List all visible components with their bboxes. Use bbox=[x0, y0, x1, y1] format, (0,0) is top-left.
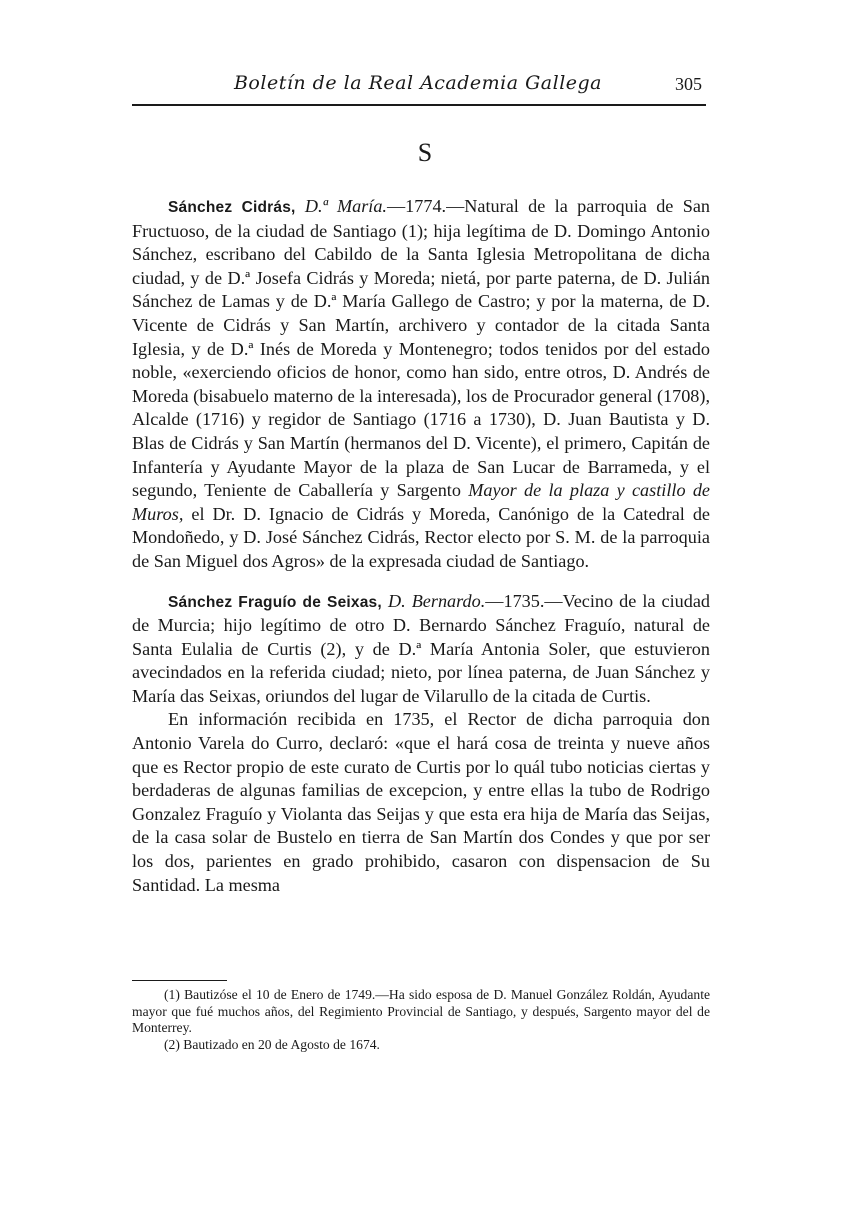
entry-name: Sánchez Fraguío de Seixas, bbox=[168, 593, 382, 611]
entry-italic-text: Mayor de la plaza y castillo de Muros, bbox=[132, 480, 710, 524]
entry-year: —1735.— bbox=[485, 590, 563, 611]
entry-text: el Dr. D. Ignacio de Cidrás y Moreda, Canónigo de la Catedral de Mondoñedo, y D. José Sánchez Cidrás, Rector electo por S. M. de la parroquia de San Miguel dos Agros» de la expresada ciudad de Santiago. bbox=[132, 503, 710, 571]
entry-text: Vecino de la ciudad de Murcia; hijo legítimo de otro D. Bernardo Sánchez Fraguío, natural de Santa Eulalia de Curtis (2), y de D.ª María Antonia Soler, que estuvieron avecindados en la referida ciudad; nieto, por línea paterna, de Juan Sánchez y María das Seixas, oriundos del lugar de Vilarullo de la citada de Curtis. bbox=[132, 590, 711, 706]
entry-text: Natural de la parroquia de San Fructuoso, de la ciudad de Santiago (1); hija legítima de D. Domingo Antonio Sánchez, escribano del Cabildo de la Santa Iglesia Metropolitana de dicha ciudad, y de D.ª Josefa Cidrás y Moreda; nietá, por parte paterna, de D. Julián Sánchez de Lamas y de D.ª María Gallego de Castro; y por la materna, de D. Vicente de Cidrás y San Martín, archivero y contador de la citada Santa Iglesia, y de D.ª Inés de Moreda y Montenegro; todos tenidos por del estado noble, «exerciendo oficios de honor, como han sido, entre otros, D. Andrés de Moreda (bisabuelo materno de la interesada), los de Procurador general (1708), Alcalde (1716) y regidor de Santiago (1716 a 1730), D. Juan Bautista y D. Blas de Cidrás y San Martín (hermanos del D. Vicente), el primero, Capitán de Infantería y Ayudante Mayor de la plaza de San Lucar de Barrameda, y el segundo, Teniente de Caballería y Sargento bbox=[132, 196, 711, 501]
footnote-rule bbox=[132, 980, 227, 981]
section-letter: S bbox=[417, 138, 433, 167]
entry-year: —1774.— bbox=[386, 196, 465, 216]
entry-name: Sánchez Cidrás, bbox=[168, 199, 296, 216]
entry-title: D. Bernardo. bbox=[387, 590, 486, 611]
running-title: Boletín de la Real Academia Gallega bbox=[233, 72, 603, 94]
page-number: 305 bbox=[675, 74, 702, 94]
footnotes bbox=[132, 987, 710, 1053]
header-rule bbox=[132, 104, 706, 106]
running-head bbox=[132, 72, 704, 102]
footnote: (1) Bautizóse el 10 de Enero de 1749.—Ha sido esposa de D. Manuel González Roldán, Ayudante mayor que fué muchos años, del Regimiento Provincial de Santiago, y después, Sargento mayor del de Monterrey. bbox=[132, 987, 710, 1035]
entry-paragraph: En información recibida en 1735, el Rector de dicha parroquia don Antonio Varela do Curro, declaró: «que el hará cosa de treinta y nueve años que es Rector propio de este curato de Curtis por lo quál tubo noticias ciertas y berdaderas de algunas familias de excepcion, y entre ellas la tubo de Rodrigo Gonzalez Fraguío y Violanta das Seijas y que esta era hija de María das Seijas, de la casa solar de Bustelo en tierra de San Martín dos Condes y que por ser los dos, parientes en grado prohibido, casaron con dispensacion de Su Santidad. La mesma bbox=[132, 709, 710, 895]
footnote: (2) Bautizado en 20 de Agosto de 1674. bbox=[164, 1036, 380, 1052]
entry-paragraph bbox=[132, 590, 710, 709]
body-text bbox=[132, 195, 710, 897]
entry-paragraph bbox=[132, 195, 710, 574]
entry-title: D.ª María. bbox=[304, 196, 387, 216]
